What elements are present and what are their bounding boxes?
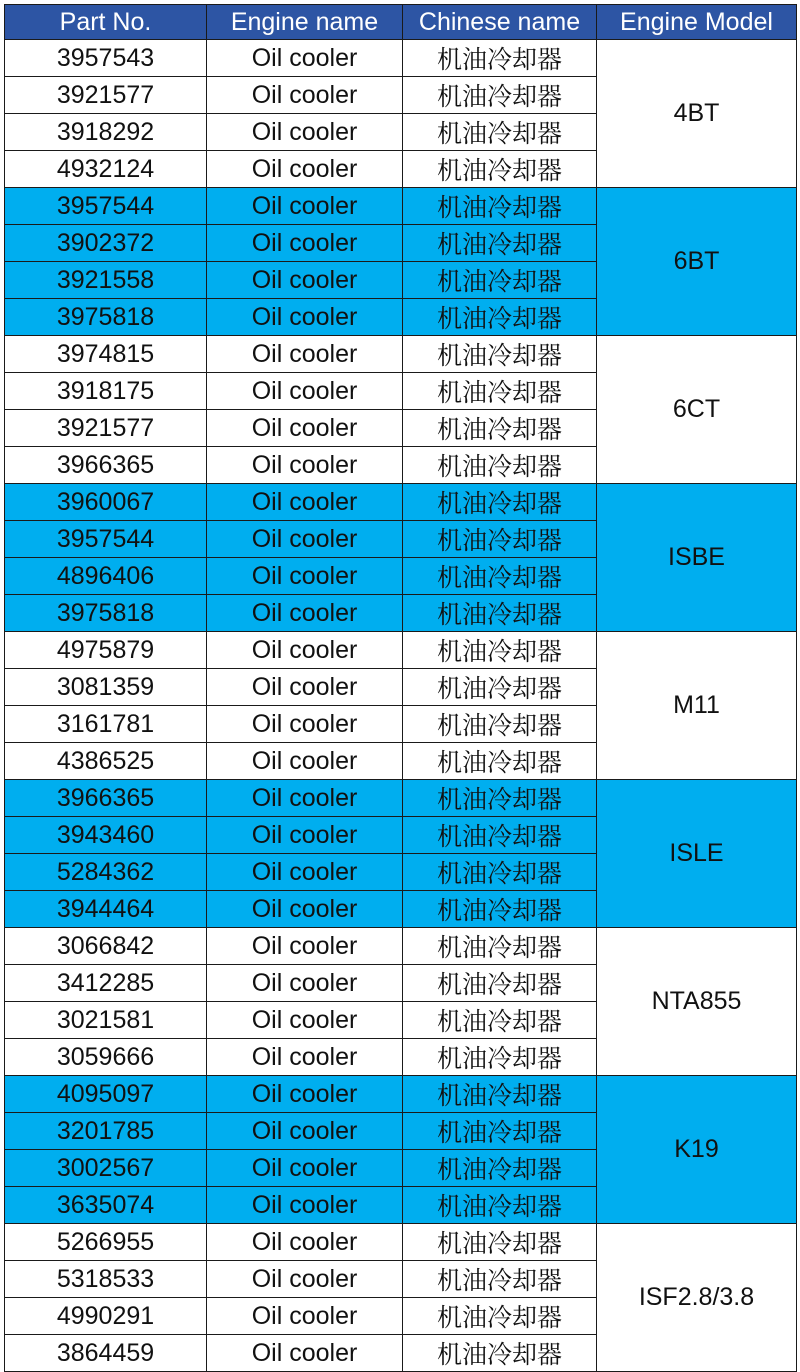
engine-name-cell: Oil cooler bbox=[207, 928, 403, 965]
header-engine-model: Engine Model bbox=[597, 5, 797, 40]
part-number-cell: 4990291 bbox=[5, 1298, 207, 1335]
chinese-name-cell: 机油冷却器 bbox=[403, 854, 597, 891]
part-number-cell: 3943460 bbox=[5, 817, 207, 854]
chinese-name-cell: 机油冷却器 bbox=[403, 40, 597, 77]
engine-name-cell: Oil cooler bbox=[207, 780, 403, 817]
engine-name-cell: Oil cooler bbox=[207, 706, 403, 743]
chinese-name-cell: 机油冷却器 bbox=[403, 558, 597, 595]
engine-name-cell: Oil cooler bbox=[207, 965, 403, 1002]
engine-model-cell: M11 bbox=[597, 632, 797, 780]
chinese-name-cell: 机油冷却器 bbox=[403, 1187, 597, 1224]
part-number-cell: 3864459 bbox=[5, 1335, 207, 1372]
part-number-cell: 3918175 bbox=[5, 373, 207, 410]
part-number-cell: 3957544 bbox=[5, 521, 207, 558]
chinese-name-cell: 机油冷却器 bbox=[403, 410, 597, 447]
part-number-cell: 4975879 bbox=[5, 632, 207, 669]
engine-name-cell: Oil cooler bbox=[207, 1113, 403, 1150]
table-row bbox=[5, 928, 797, 965]
part-number-cell: 3201785 bbox=[5, 1113, 207, 1150]
engine-name-cell: Oil cooler bbox=[207, 188, 403, 225]
part-number-cell: 3960067 bbox=[5, 484, 207, 521]
chinese-name-cell: 机油冷却器 bbox=[403, 262, 597, 299]
part-number-cell: 3975818 bbox=[5, 299, 207, 336]
chinese-name-cell: 机油冷却器 bbox=[403, 114, 597, 151]
chinese-name-cell: 机油冷却器 bbox=[403, 373, 597, 410]
part-number-cell: 3975818 bbox=[5, 595, 207, 632]
chinese-name-cell: 机油冷却器 bbox=[403, 817, 597, 854]
chinese-name-cell: 机油冷却器 bbox=[403, 1113, 597, 1150]
chinese-name-cell: 机油冷却器 bbox=[403, 447, 597, 484]
chinese-name-cell: 机油冷却器 bbox=[403, 595, 597, 632]
part-number-cell: 3921577 bbox=[5, 77, 207, 114]
engine-name-cell: Oil cooler bbox=[207, 410, 403, 447]
part-number-cell: 4896406 bbox=[5, 558, 207, 595]
engine-name-cell: Oil cooler bbox=[207, 1261, 403, 1298]
chinese-name-cell: 机油冷却器 bbox=[403, 1002, 597, 1039]
engine-name-cell: Oil cooler bbox=[207, 114, 403, 151]
part-number-cell: 3081359 bbox=[5, 669, 207, 706]
part-number-cell: 4932124 bbox=[5, 151, 207, 188]
chinese-name-cell: 机油冷却器 bbox=[403, 743, 597, 780]
header-engine-name: Engine name bbox=[207, 5, 403, 40]
chinese-name-cell: 机油冷却器 bbox=[403, 484, 597, 521]
chinese-name-cell: 机油冷却器 bbox=[403, 151, 597, 188]
parts-table bbox=[4, 4, 797, 1372]
part-number-cell: 3002567 bbox=[5, 1150, 207, 1187]
engine-model-cell: ISF2.8/3.8 bbox=[597, 1224, 797, 1372]
engine-name-cell: Oil cooler bbox=[207, 151, 403, 188]
chinese-name-cell: 机油冷却器 bbox=[403, 1335, 597, 1372]
engine-name-cell: Oil cooler bbox=[207, 77, 403, 114]
engine-name-cell: Oil cooler bbox=[207, 40, 403, 77]
part-number-cell: 3921558 bbox=[5, 262, 207, 299]
engine-name-cell: Oil cooler bbox=[207, 447, 403, 484]
part-number-cell: 3066842 bbox=[5, 928, 207, 965]
part-number-cell: 4386525 bbox=[5, 743, 207, 780]
engine-model-cell: NTA855 bbox=[597, 928, 797, 1076]
table-row bbox=[5, 632, 797, 669]
part-number-cell: 5318533 bbox=[5, 1261, 207, 1298]
chinese-name-cell: 机油冷却器 bbox=[403, 1076, 597, 1113]
chinese-name-cell: 机油冷却器 bbox=[403, 77, 597, 114]
engine-name-cell: Oil cooler bbox=[207, 373, 403, 410]
engine-name-cell: Oil cooler bbox=[207, 1224, 403, 1261]
chinese-name-cell: 机油冷却器 bbox=[403, 1298, 597, 1335]
engine-name-cell: Oil cooler bbox=[207, 1187, 403, 1224]
engine-name-cell: Oil cooler bbox=[207, 1335, 403, 1372]
part-number-cell: 3635074 bbox=[5, 1187, 207, 1224]
part-number-cell: 3944464 bbox=[5, 891, 207, 928]
part-number-cell: 3021581 bbox=[5, 1002, 207, 1039]
engine-name-cell: Oil cooler bbox=[207, 743, 403, 780]
part-number-cell: 3957543 bbox=[5, 40, 207, 77]
part-number-cell: 3966365 bbox=[5, 780, 207, 817]
table-row bbox=[5, 40, 797, 77]
engine-name-cell: Oil cooler bbox=[207, 1076, 403, 1113]
chinese-name-cell: 机油冷却器 bbox=[403, 188, 597, 225]
table-row bbox=[5, 336, 797, 373]
engine-name-cell: Oil cooler bbox=[207, 1002, 403, 1039]
chinese-name-cell: 机油冷却器 bbox=[403, 1150, 597, 1187]
engine-name-cell: Oil cooler bbox=[207, 891, 403, 928]
table-row bbox=[5, 188, 797, 225]
part-number-cell: 3921577 bbox=[5, 410, 207, 447]
chinese-name-cell: 机油冷却器 bbox=[403, 669, 597, 706]
chinese-name-cell: 机油冷却器 bbox=[403, 632, 597, 669]
engine-model-cell: ISBE bbox=[597, 484, 797, 632]
header-chinese-name: Chinese name bbox=[403, 5, 597, 40]
chinese-name-cell: 机油冷却器 bbox=[403, 965, 597, 1002]
part-number-cell: 3161781 bbox=[5, 706, 207, 743]
engine-model-cell: 6BT bbox=[597, 188, 797, 336]
part-number-cell: 3059666 bbox=[5, 1039, 207, 1076]
chinese-name-cell: 机油冷却器 bbox=[403, 225, 597, 262]
part-number-cell: 3957544 bbox=[5, 188, 207, 225]
header-row bbox=[5, 5, 797, 40]
part-number-cell: 4095097 bbox=[5, 1076, 207, 1113]
engine-name-cell: Oil cooler bbox=[207, 558, 403, 595]
part-number-cell: 3966365 bbox=[5, 447, 207, 484]
table-row bbox=[5, 484, 797, 521]
engine-model-cell: 6CT bbox=[597, 336, 797, 484]
chinese-name-cell: 机油冷却器 bbox=[403, 780, 597, 817]
chinese-name-cell: 机油冷却器 bbox=[403, 928, 597, 965]
table-row bbox=[5, 1076, 797, 1113]
chinese-name-cell: 机油冷却器 bbox=[403, 1224, 597, 1261]
engine-name-cell: Oil cooler bbox=[207, 854, 403, 891]
chinese-name-cell: 机油冷却器 bbox=[403, 1039, 597, 1076]
engine-name-cell: Oil cooler bbox=[207, 521, 403, 558]
chinese-name-cell: 机油冷却器 bbox=[403, 891, 597, 928]
chinese-name-cell: 机油冷却器 bbox=[403, 521, 597, 558]
header-part-no: Part No. bbox=[5, 5, 207, 40]
chinese-name-cell: 机油冷却器 bbox=[403, 336, 597, 373]
part-number-cell: 3902372 bbox=[5, 225, 207, 262]
table-body bbox=[5, 40, 797, 1372]
part-number-cell: 5266955 bbox=[5, 1224, 207, 1261]
engine-name-cell: Oil cooler bbox=[207, 336, 403, 373]
engine-name-cell: Oil cooler bbox=[207, 225, 403, 262]
table-row bbox=[5, 1224, 797, 1261]
table-row bbox=[5, 780, 797, 817]
part-number-cell: 3974815 bbox=[5, 336, 207, 373]
part-number-cell: 3918292 bbox=[5, 114, 207, 151]
engine-name-cell: Oil cooler bbox=[207, 484, 403, 521]
part-number-cell: 3412285 bbox=[5, 965, 207, 1002]
chinese-name-cell: 机油冷却器 bbox=[403, 299, 597, 336]
part-number-cell: 5284362 bbox=[5, 854, 207, 891]
engine-model-cell: K19 bbox=[597, 1076, 797, 1224]
chinese-name-cell: 机油冷却器 bbox=[403, 1261, 597, 1298]
engine-name-cell: Oil cooler bbox=[207, 262, 403, 299]
engine-name-cell: Oil cooler bbox=[207, 595, 403, 632]
engine-name-cell: Oil cooler bbox=[207, 669, 403, 706]
chinese-name-cell: 机油冷却器 bbox=[403, 706, 597, 743]
engine-name-cell: Oil cooler bbox=[207, 1298, 403, 1335]
engine-name-cell: Oil cooler bbox=[207, 632, 403, 669]
engine-model-cell: 4BT bbox=[597, 40, 797, 188]
engine-name-cell: Oil cooler bbox=[207, 1150, 403, 1187]
engine-model-cell: ISLE bbox=[597, 780, 797, 928]
engine-name-cell: Oil cooler bbox=[207, 299, 403, 336]
engine-name-cell: Oil cooler bbox=[207, 1039, 403, 1076]
engine-name-cell: Oil cooler bbox=[207, 817, 403, 854]
